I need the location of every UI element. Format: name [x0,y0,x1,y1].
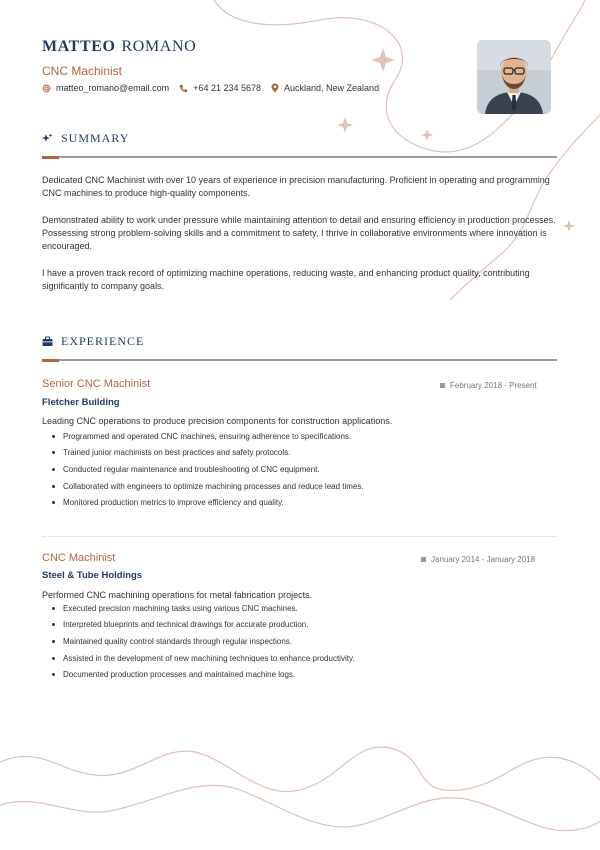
bullet-icon [52,435,55,438]
bullet-icon [52,640,55,643]
list-item [52,478,364,495]
location-pin-icon [271,83,279,93]
list-item [52,428,364,445]
summary-rule [42,156,557,158]
job-title: CNC Machinist [42,64,123,78]
profile-photo [477,40,551,114]
bullet-text: Programmed and operated CNC machines, ensuring adherence to specifications. [63,431,352,441]
list-item [52,633,355,650]
summary-heading [42,131,129,146]
bullet-icon [52,501,55,504]
list-item [52,445,364,462]
job-dates-text: January 2014 - January 2018 [431,555,536,564]
job-summary: Leading CNC operations to produce precision components for construction applications. [42,416,393,426]
bullet-text: Monitored production metrics to improve efficiency and quality. [63,498,284,508]
job-summary: Performed CNC machining operations for metal fabrication projects. [42,590,313,600]
bullet-icon [52,468,55,471]
job-bullets [52,428,364,511]
job-role: Senior CNC Machinist [42,378,151,390]
at-icon [42,84,51,93]
list-item [52,461,364,478]
email-text: matteo_romano@email.com [56,83,170,93]
job-dates [440,381,537,390]
contact-location [271,83,379,93]
last-name: ROMANO [121,38,197,55]
bullet-text: Executed precision machining tasks using various CNC machines. [63,603,298,613]
summary-paragraph: Dedicated CNC Machinist with over 10 years of experience in precision manufacturing. Proficient in operating and programming CNC machines to produce high-quality components. [42,175,550,198]
sparkle-pen-icon [42,133,53,144]
job-bullets [52,600,355,683]
sparkle-icon [563,220,575,232]
sparkle-icon [337,117,353,133]
job-company: Fletcher Building [42,397,120,408]
list-item [52,617,355,634]
bullet-icon [52,623,55,626]
job-dates [421,555,535,564]
bullet-text: Assisted in the development of new machining techniques to enhance productivity. [63,653,355,663]
calendar-icon [440,383,445,388]
bullet-icon [52,657,55,660]
bullet-text: Interpreted blueprints and technical drawings for accurate production. [63,620,309,630]
list-item [52,494,364,511]
sparkle-icon [421,129,433,141]
summary-paragraph: Demonstrated ability to work under pressure while maintaining attention to detail and ensuring efficiency in production processes. Possessing strong problem-solving skills and a commitment to safety, I thrive in collaborative environments where innovation is encouraged. [42,215,556,251]
bullet-icon [52,607,55,610]
contact-bar [42,83,389,93]
calendar-icon [421,557,426,562]
bullet-icon [52,451,55,454]
bullet-text: Maintained quality control standards through regular inspections. [63,636,293,646]
rule-accent [42,359,59,362]
location-text: Auckland, New Zealand [284,83,380,93]
summary-paragraph: I have a proven track record of optimizing machine operations, reducing waste, and enhancing product quality, contributing significantly to company goals. [42,268,530,291]
list-item [52,666,355,683]
person-portrait [477,40,551,114]
phone-text: +64 21 234 5678 [193,83,262,93]
experience-heading [42,334,144,349]
bullet-icon [52,673,55,676]
sparkle-icon [371,48,395,72]
bullet-text: Trained junior machinists on best practices and safety protocols. [63,448,291,458]
first-name: MATTEO [42,38,116,55]
bullet-text: Collaborated with engineers to optimize machining processes and reduce lead times. [63,481,364,491]
contact-phone[interactable] [179,83,261,93]
phone-icon [179,84,188,93]
contact-email[interactable] [42,83,169,93]
experience-rule [42,359,557,361]
rule-accent [42,156,59,159]
list-item [52,600,355,617]
bullet-icon [52,485,55,488]
job-company: Steel & Tube Holdings [42,570,143,581]
briefcase-icon [42,336,53,347]
summary-heading-text: SUMMARY [61,131,130,145]
job-role: CNC Machinist [42,552,116,564]
job-dates-text: February 2018 - Present [450,381,537,390]
experience-heading-text: EXPERIENCE [61,334,145,348]
list-item [52,650,355,667]
candidate-name [42,38,196,56]
bullet-text: Documented production processes and maintained machine logs. [63,670,296,680]
bullet-text: Conducted regular maintenance and troubleshooting of CNC equipment. [63,464,320,474]
job-divider [42,536,557,537]
